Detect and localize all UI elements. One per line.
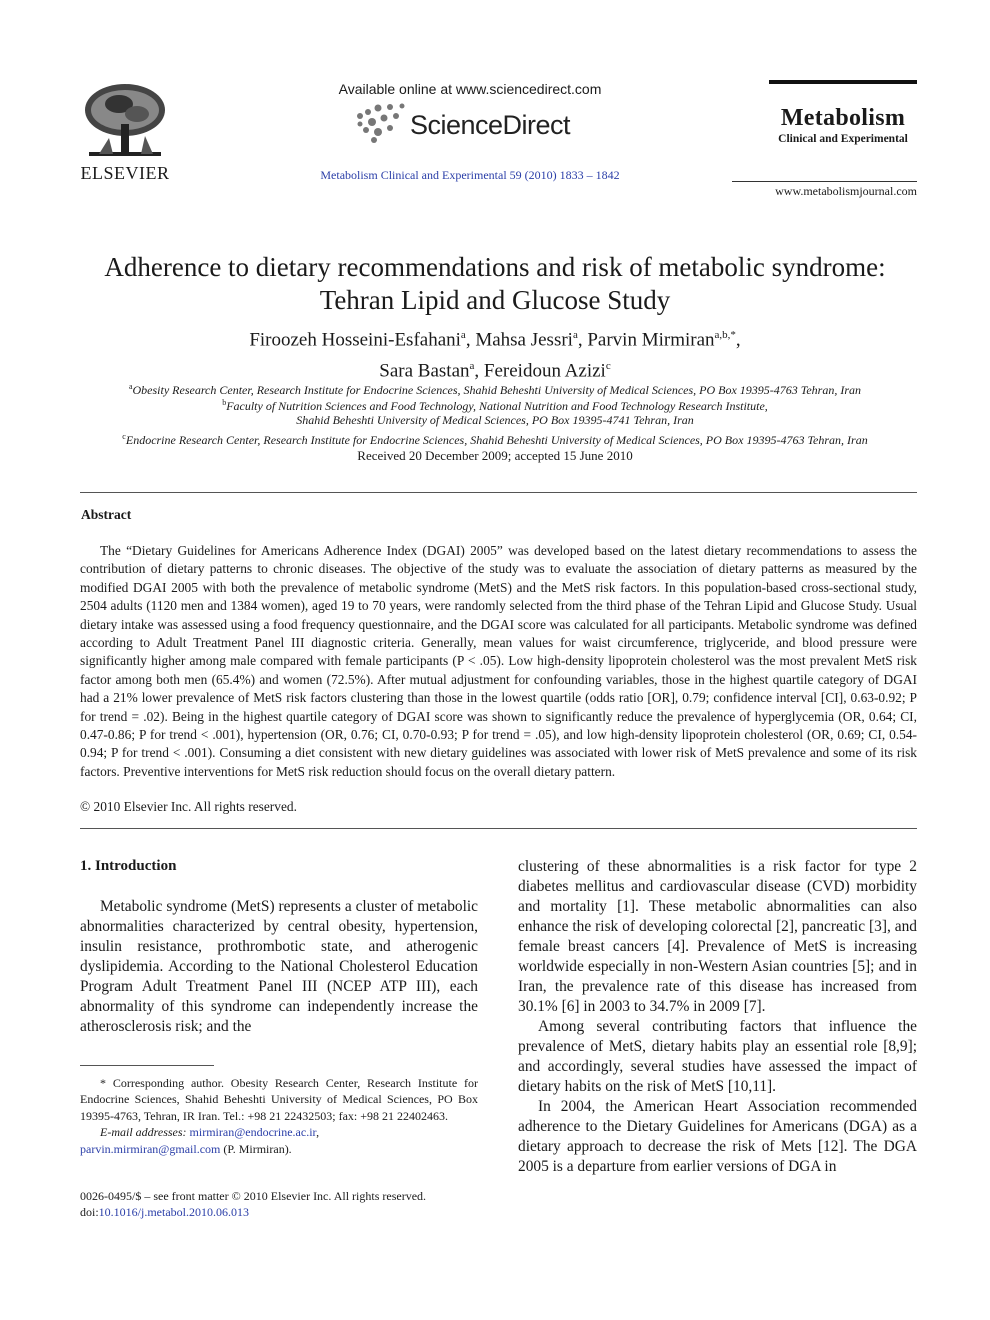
abstract-copyright: © 2010 Elsevier Inc. All rights reserved.	[80, 799, 297, 814]
section-heading: 1. Introduction	[80, 858, 177, 874]
journal-subtitle: Clinical and Experimental	[778, 133, 908, 145]
author-name: Firoozeh Hosseini-Esfahani	[249, 329, 461, 351]
email-link-2[interactable]: parvin.mirmiran@gmail.com	[80, 1141, 221, 1156]
intro-paragraph-3: In 2004, the American Heart Association recommended adherence to the Dietary Guidelines for Americans (DGA) as a dietary approach to decrease the risk of Mets [12]. The DGA 2005 is a departure from earlier versions of DGA in	[518, 1098, 917, 1175]
journal-title-bar	[769, 80, 917, 84]
doi-label: doi:	[80, 1205, 99, 1220]
author-list	[60, 322, 930, 385]
journal-url[interactable]: www.metabolismjournal.com	[775, 184, 917, 198]
title-line-2: Tehran Lipid and Glucose Study	[319, 285, 671, 315]
author-sep: ,	[577, 329, 588, 351]
author-sup: c	[605, 360, 611, 373]
abstract-top-rule	[80, 492, 917, 493]
email-link-1[interactable]: mirmiran@endocrine.ac.ir	[189, 1125, 317, 1140]
article-title	[60, 251, 930, 317]
front-matter	[80, 1188, 478, 1221]
intro-paragraph-continued: clustering of these abnormalities is a risk factor for type 2 diabetes mellitus and cardiovascular disease (CVD) morbidity and mortality [1]. These metabolic abnormalities can also enhance the risk of developing colorectal [2], pancreatic [3], and female breast cancers [4]. Prevalence of MetS is increasing worldwide especially in non-Western Asian countries [5]; and in Iran, the prevalence rate of this disease has increased from 30.1% [6] in 2003 to 34.7% in 2009 [7].	[518, 858, 917, 1015]
author-sup: a,b,*	[714, 329, 736, 341]
sciencedirect-logo-text: ScienceDirect	[410, 110, 571, 140]
doi-link[interactable]: 10.1016/j.metabol.2010.06.013	[98, 1205, 249, 1220]
author-name: Fereidoun Azizi	[483, 360, 606, 382]
available-online-text[interactable]: Available online at www.sciencedirect.com	[338, 81, 602, 97]
corresponding-author-footnote: * Corresponding author. Obesity Research Center, Research Institute for Endocrine Sciences, Shahid Beheshti University of Medical Sciences, PO Box 19395-4763, Tehran, IR Iran. Tel.: +98 21 22432503; fax: +98 21 22402463. E-mail addresses: mirmiran@endocrine.ac.ir, parvin.mirmiran@gmail.com (P. Mirmiran).	[80, 1076, 478, 1156]
issn-line: 0026-0495/$ – see front matter © 2010 Elsevier Inc. All rights reserved.	[80, 1189, 427, 1203]
affiliation-sup: b	[222, 398, 227, 407]
author-name: Parvin Mirmiran	[587, 329, 715, 351]
author-name: Sara Bastan	[379, 360, 470, 382]
author-sep: ,	[465, 329, 476, 351]
author-sep: ,	[474, 360, 484, 382]
corresponding-author-text: * Corresponding author. Obesity Research Center, Research Institute for Endocrine Sciences, Shahid Beheshti University of Medical Sciences, PO Box 19395-4763, Tehran, IR Iran. Tel.: +98 21 22432503; fax: +98 21 22402463.	[80, 1076, 478, 1123]
author-name: Mahsa Jessri	[475, 329, 573, 351]
author-sep: ,	[735, 329, 741, 351]
affiliation-text: Obesity Research Center, Research Institute for Endocrine Sciences, Shahid Beheshti University of Medical Sciences, PO Box 19395-4763 Tehran, Iran	[132, 383, 862, 397]
author-sup: a	[572, 329, 578, 341]
affiliation-sup: a	[128, 382, 133, 391]
footnote-rule	[80, 1065, 214, 1066]
right-column	[518, 857, 917, 1177]
publisher-name: ELSEVIER	[80, 163, 170, 183]
header-divider	[732, 181, 917, 182]
affiliation-b-cont: Shahid Beheshti University of Medical Sciences, PO Box 19395-4741 Tehran, Iran	[296, 413, 694, 427]
affiliation-sup: c	[122, 432, 126, 441]
intro-paragraph-2: Among several contributing factors that influence the prevalence of MetS, dietary habits play an essential role [8,9]; and accordingly, several studies have assessed the impact of dietary habits on the risk of MetS [10,11].	[518, 1018, 917, 1095]
email-2-suffix: (P. Mirmiran).	[220, 1141, 292, 1156]
intro-paragraph-1: Metabolic syndrome (MetS) represents a cluster of metabolic abnormalities characterized by central obesity, hypertension, insulin resistance, prothrombotic state, and atherogenic dyslipidemia. According to the National Cholesterol Education Program Adult Treatment Panel III (NCEP ATP III), each abnormality of this syndrome can independently increase the atherosclerosis risk; and the	[80, 898, 478, 1035]
author-sup: a	[460, 329, 466, 341]
affiliation-c	[60, 429, 930, 448]
title-line-1: Adherence to dietary recommendations and risk of metabolic syndrome:	[104, 252, 886, 282]
author-sup: a	[469, 360, 475, 373]
received-dates: Received 20 December 2009; accepted 15 June 2010	[357, 448, 633, 463]
journal-title: Metabolism	[780, 105, 906, 131]
abstract-text: The “Dietary Guidelines for Americans Adherence Index (DGAI) 2005” was developed based on the latest dietary recommendations to assess the contribution of dietary patterns to chronic diseases. The objective of the study was to evaluate the association of dietary patterns as measured by the modified DGAI 2005 with both the prevalence of metabolic syndrome (MetS) and the MetS risk factors. In this population-based cross-sectional study, 2504 adults (1120 men and 1384 women), aged 19 to 70 years, were randomly selected from the third phase of the Tehran Lipid and Glucose Study. Usual dietary intake was assessed using a food frequency questionnaire, and the DGAI score was calculated for all participants. Metabolic syndrome was defined according to Adult Treatment Panel III diagnostic criteria. Generally, mean values for waist circumference, triglyceride, and blood pressure were significantly higher among male compared with female participants (P < .05). Low high-density lipoprotein cholesterol was the most prevalent MetS risk factor among both men (65.4%) and women (72.5%). After mutual adjustment for confounding variables, those in the highest quartile category of DGAI had a 21% lower prevalence of MetS risk factors clustering than those in the lowest quartile (odds ratio [OR], 0.79; confidence interval [CI], 0.63-0.92; P for trend = .02). Being in the highest quartile category of DGAI score was shown to significantly reduce the prevalence of hyperglycemia (OR, 0.64; CI, 0.47-0.86; P for trend < .001), hypertension (OR, 0.76; CI, 0.70-0.93; P for trend = .05), and low high-density lipoprotein cholesterol (OR, 0.69; CI, 0.54-0.94; P for trend < .001). Consuming a diet consistent with new dietary guidelines was associated with lower risk of MetS prevalence and some of its risk factors. Preventive interventions for MetS risk reduction should focus on the overall dietary pattern.	[80, 543, 917, 779]
email-label: E-mail addresses:	[100, 1125, 187, 1140]
journal-reference-link[interactable]: Metabolism Clinical and Experimental 59 (2010) 1833 – 1842	[320, 168, 620, 182]
affiliation-text: Faculty of Nutrition Sciences and Food Technology, National Nutrition and Food Technology Research Institute,	[226, 399, 768, 413]
affiliation-text: Endocrine Research Center, Research Institute for Endocrine Sciences, Shahid Beheshti University of Medical Sciences, PO Box 19395-4763 Tehran, Iran	[125, 433, 868, 447]
abstract-bottom-rule	[80, 828, 917, 829]
abstract-heading: Abstract	[81, 507, 132, 522]
